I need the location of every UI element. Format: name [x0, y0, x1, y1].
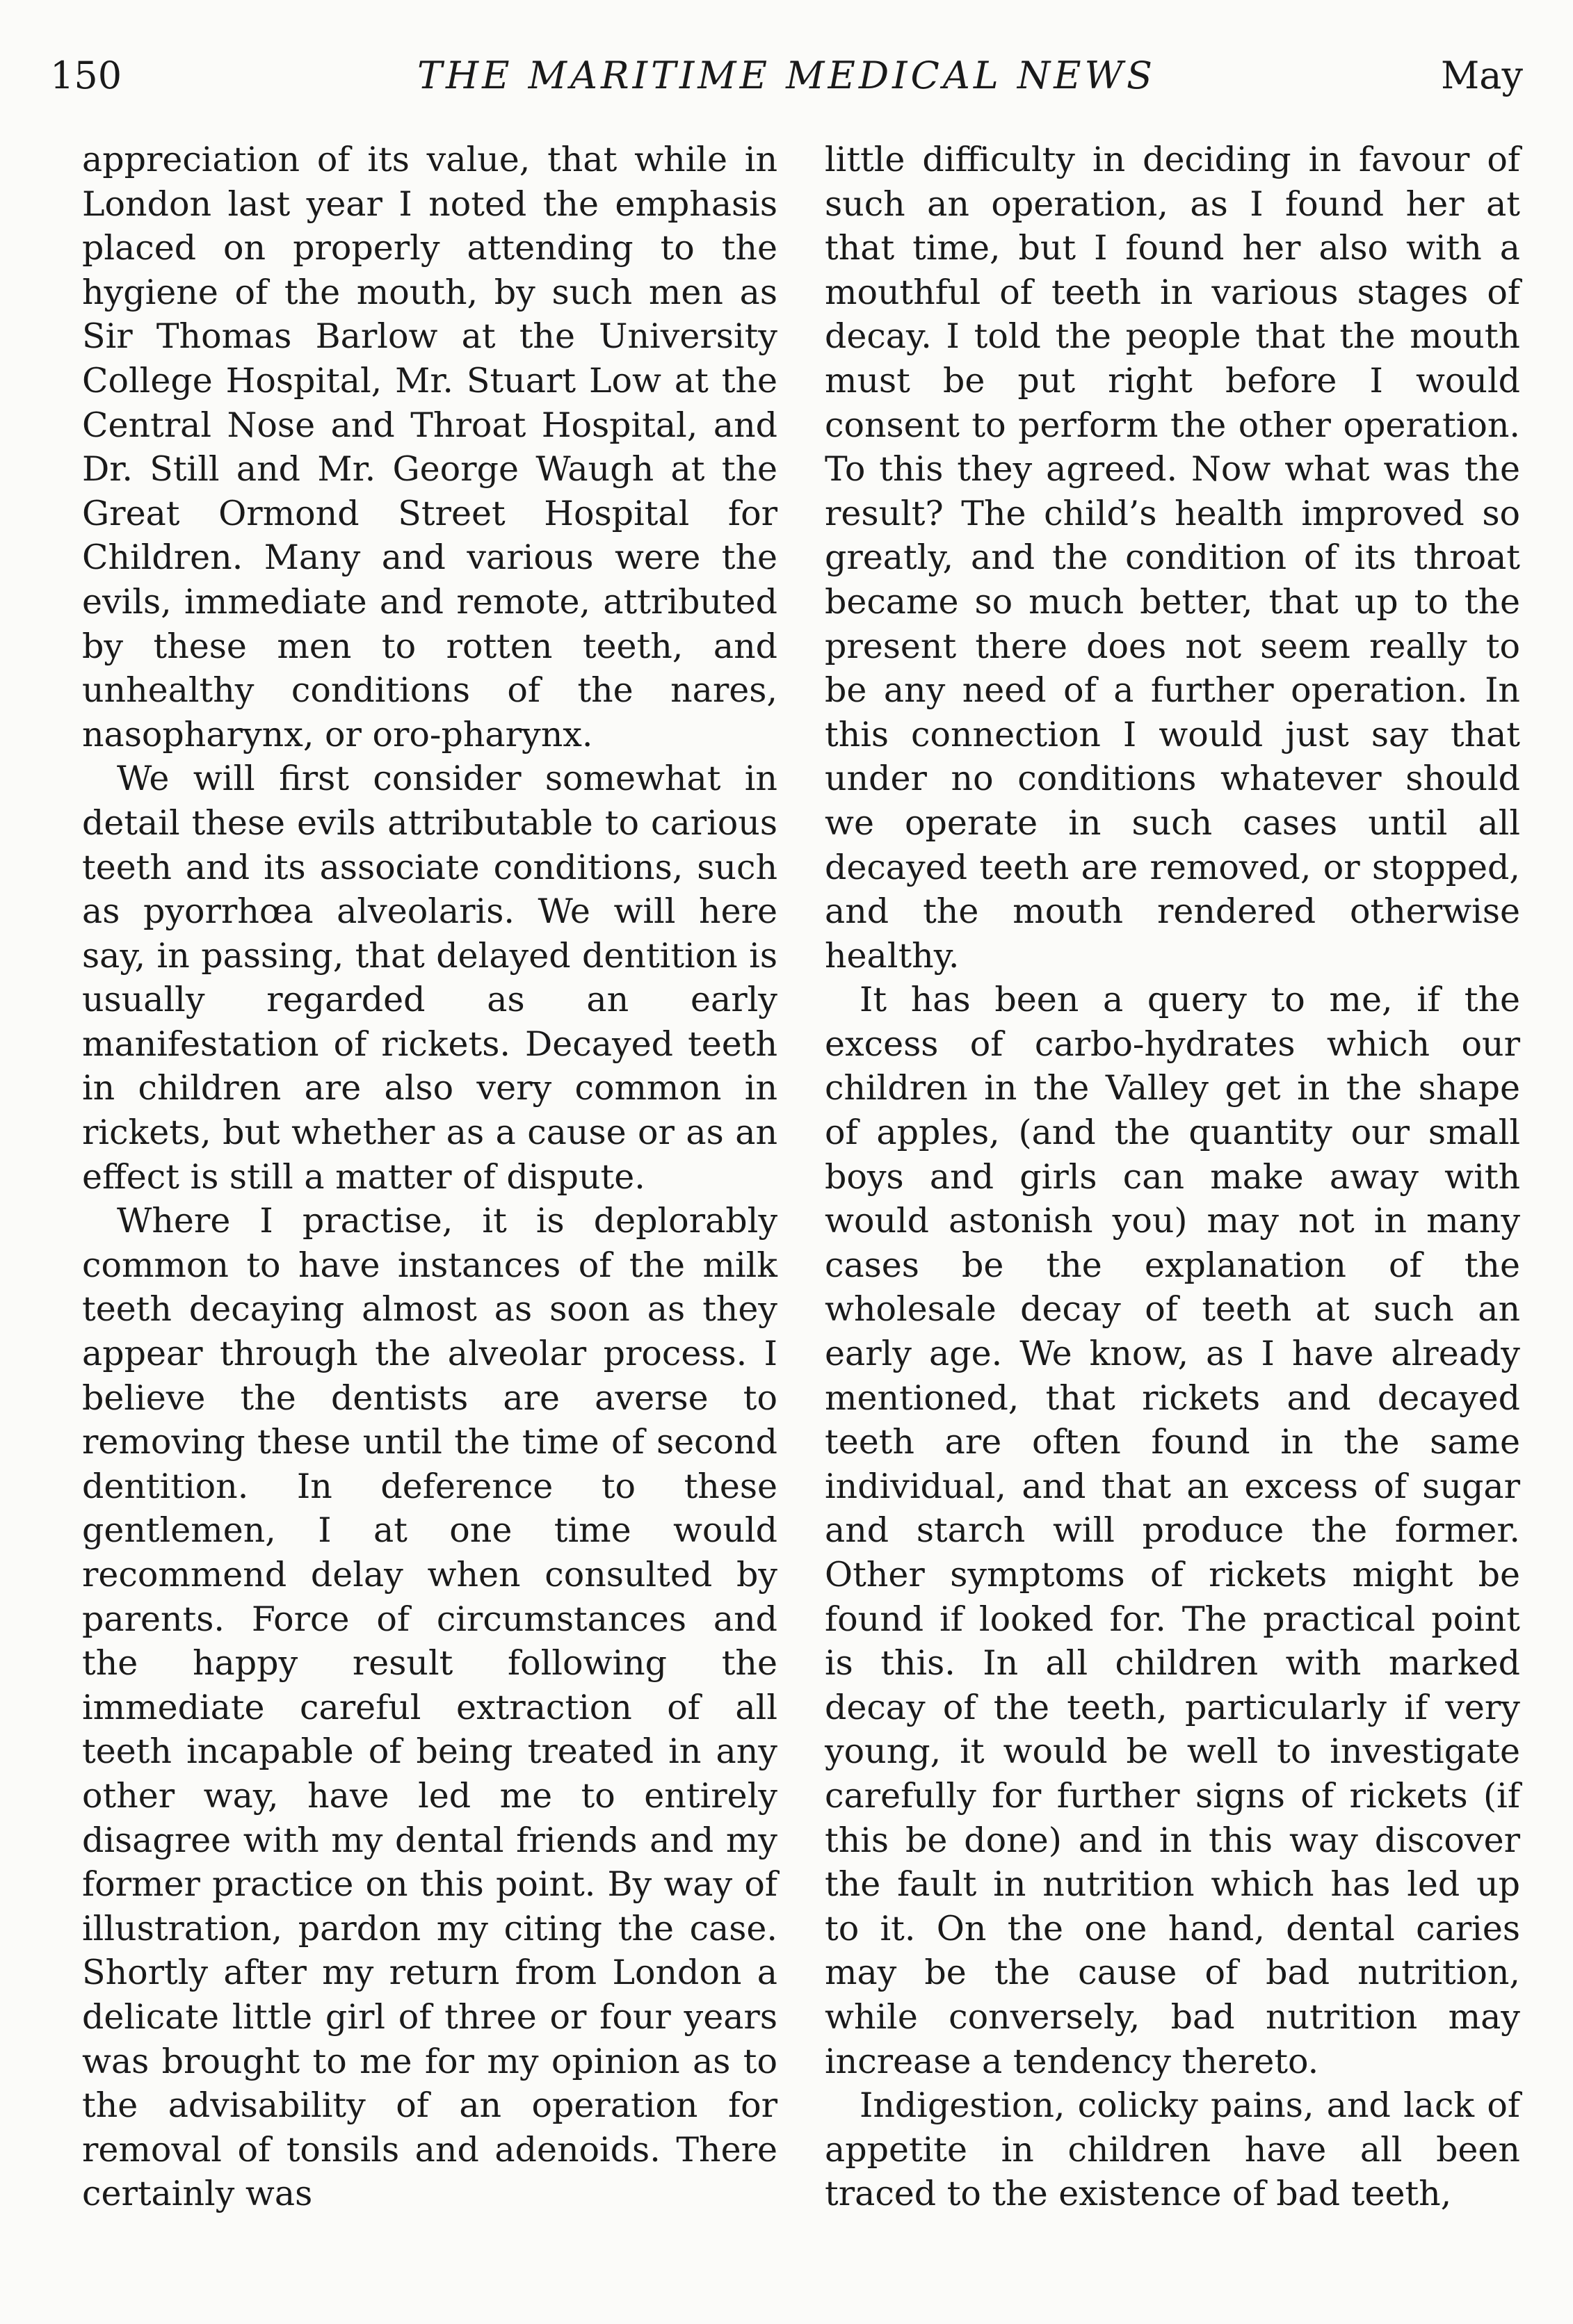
paragraph: little difficulty in deciding in favour of such an operation, as I found her at that time, but I found her also with a mouthful of teeth in various stages of decay. I told the people that the mouth must be put right before I would consent to perform the other operation. To this they agreed. Now what was the result? The child’s health improved so greatly, and the condition of its throat became so much better, that up to the present there does not seem really to be any need of a further operation. In this connection I would just say that under no conditions whatever should we operate in such cases until all decayed teeth are removed, or stopped, and the mouth rendered otherwise healthy.: [825, 140, 1520, 976]
page-header: [50, 45, 1523, 107]
paragraph: It has been a query to me, if the excess of carbo-hydrates which our children in the Valley get in the shape of apples, (and the quantity our small boys and girls can make away with would astonish you) may not in many cases be the explanation of the wholesale decay of teeth at such an early age. We know, as I have already mentioned, that rickets and decayed teeth are often found in the same individual, and that an excess of sugar and starch will produce the former. Other symptoms of rickets might be found if looked for. The practical point is this. In all children with marked decay of the teeth, particularly if very young, it would be well to investigate carefully for further signs of rickets (if this be done) and in this way discover the fault in nutrition which has led up to it. On the one hand, dental caries may be the cause of bad nutrition, while conversely, bad nutrition may increase a tendency thereto.: [825, 980, 1520, 2081]
issue-month: May: [1441, 54, 1523, 97]
paragraph: Indigestion, colicky pains, and lack of appetite in children have all been traced to the existence of bad teeth,: [825, 2085, 1520, 2214]
journal-title: THE MARITIME MEDICAL NEWS: [417, 54, 1156, 97]
page-number: 150: [50, 54, 122, 97]
paragraph: appreciation of its value, that while in London last year I noted the emphasis placed on properly attending to the hygiene of the mouth, by such men as Sir Thomas Barlow at the University College Hospital, Mr. Stuart Low at the Central Nose and Throat Hospital, and Dr. Still and Mr. George Waugh at the Great Ormond Street Hospital for Children. Many and various were the evils, immediate and remote, attributed by these men to rotten teeth, and unhealthy conditions of the nares, nasopharynx, or oro-pharynx.: [82, 140, 777, 755]
right-column: [825, 138, 1520, 2216]
left-column: [82, 138, 777, 2216]
paragraph: We will first consider somewhat in detail these evils attributable to carious teeth and its associate conditions, such as pyorrhœa alveolaris. We will here say, in passing, that delayed dentition is usually regarded as an early manifestation of rickets. Decayed teeth in children are also very common in rickets, but whether as a cause or as an effect is still a matter of dispute.: [82, 759, 777, 1197]
paragraph: Where I practise, it is deplorably common to have instances of the milk teeth decaying almost as soon as they appear through the alveolar process. I believe the dentists are averse to removing these until the time of second dentition. In deference to these gentlemen, I at one time would recommend delay when consulted by parents. Force of circumstances and the happy result following the immediate careful extraction of all teeth incapable of being treated in any other way, have led me to entirely disagree with my dental friends and my former practice on this point. By way of illustration, pardon my citing the case. Shortly after my return from London a delicate little girl of three or four years was brought to me for my opinion as to the advisability of an operation for removal of tonsils and adenoids. There certainly was: [82, 1201, 777, 2214]
